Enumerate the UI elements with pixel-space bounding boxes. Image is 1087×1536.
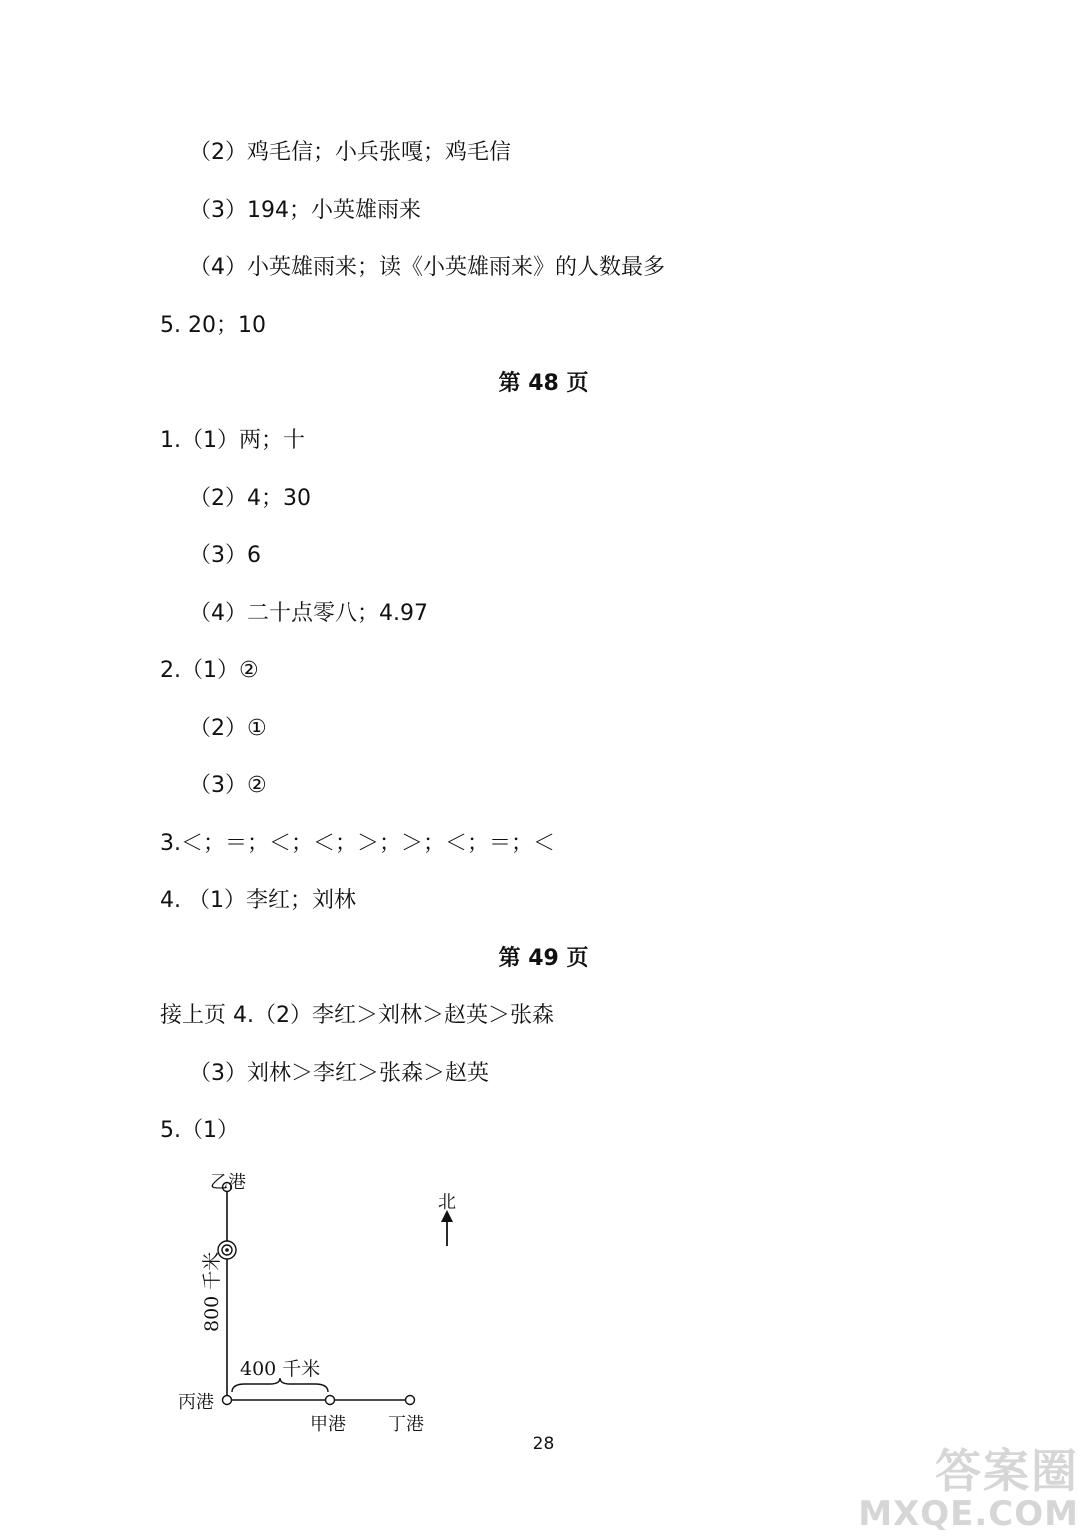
answer-line: （3）② [189,773,267,798]
answer-line: 1.（1）两；十 [160,428,305,453]
port-jia-marker [326,1396,335,1405]
distance-brace [232,1378,328,1392]
answer-line: 3.＜；＝；＜；＜；＞；＞；＜；＝；＜ [160,831,555,856]
port-ding-label: 丁港 [388,1414,424,1435]
answer-line: （2）鸡毛信；小兵张嘎；鸡毛信 [189,140,511,165]
answer-line: （3）194；小英雄雨来 [189,198,421,223]
section-heading-48: 第 48 页 [498,371,589,396]
answer-line: 5.（1） [160,1118,239,1143]
port-bing-label: 丙港 [178,1392,214,1413]
answer-line: （4）二十点零八；4.97 [189,601,428,626]
answer-line: 2.（1）② [160,658,259,683]
port-route-diagram [160,1160,460,1440]
port-ding-marker [406,1396,415,1405]
answer-line: 4. （1）李红；刘林 [160,888,356,913]
answer-line: （3）6 [189,543,261,568]
answer-line: （3）刘林＞李红＞张森＞赵英 [189,1061,489,1086]
page-number: 28 [532,1434,555,1454]
answer-line: 5. 20；10 [160,313,266,338]
answer-line: 接上页 4.（2）李红＞刘林＞赵英＞张森 [160,1003,554,1028]
answer-line: （2）4；30 [189,486,311,511]
section-heading-49: 第 49 页 [498,946,589,971]
answer-line: （4）小英雄雨来；读《小英雄雨来》的人数最多 [189,255,665,280]
watermark [858,1446,1079,1532]
watermark-url: MXQE.COM [858,1494,1079,1534]
vertical-distance-label: 800 千米 [201,1251,223,1332]
watermark-title: 答案圈 [935,1444,1079,1498]
port-bing-marker [223,1396,232,1405]
answer-line: （2）① [189,716,267,741]
port-yi-label: 乙港 [210,1172,246,1193]
origin-marker-dot [225,1248,229,1252]
horizontal-distance-label: 400 千米 [240,1358,321,1380]
north-label: 北 [438,1192,456,1213]
port-jia-label: 甲港 [310,1414,346,1435]
